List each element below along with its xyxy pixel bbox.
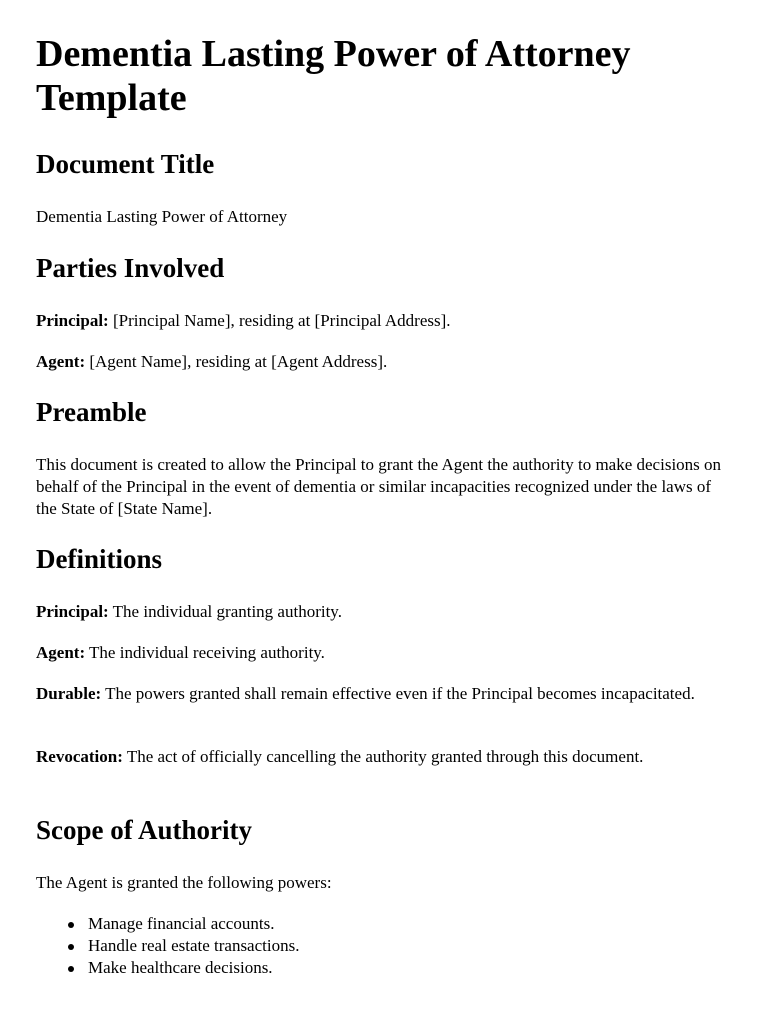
list-item: Make healthcare decisions. xyxy=(88,957,770,979)
definition-text: The individual granting authority. xyxy=(108,602,342,621)
definition-term: Principal: xyxy=(36,602,109,621)
definition-item xyxy=(36,746,726,768)
section-heading-document-title: Document Title xyxy=(36,149,215,179)
page-title: Dementia Lasting Power of Attorney Template xyxy=(36,33,631,119)
section-heading-scope: Scope of Authority xyxy=(36,815,252,845)
scope-intro: The Agent is granted the following powers: xyxy=(36,873,332,892)
definition-text: The powers granted shall remain effective even if the Principal becomes incapacitated. xyxy=(101,684,695,703)
definition-text: The act of officially cancelling the authority granted through this document. xyxy=(122,747,644,766)
definition-term: Revocation: xyxy=(36,747,123,766)
preamble-text: This document is created to allow the Principal to grant the Agent the authority to make decisions on behalf of the Principal in the event of dementia or similar incapacities recognized under the laws of the State of [State Name]. xyxy=(36,455,722,518)
document-title-text: Dementia Lasting Power of Attorney xyxy=(36,207,288,226)
list-item: Handle real estate transactions. xyxy=(88,935,770,957)
definition-term: Agent: xyxy=(36,643,86,662)
powers-list xyxy=(36,913,770,979)
definition-item xyxy=(36,642,726,664)
agent-text: [Agent Name], residing at [Agent Address]. xyxy=(85,352,388,371)
definition-text: The individual receiving authority. xyxy=(85,643,325,662)
definition-term: Durable: xyxy=(36,684,102,703)
section-heading-definitions: Definitions xyxy=(36,544,163,574)
principal-party xyxy=(36,310,726,332)
agent-party xyxy=(36,351,726,373)
principal-text: [Principal Name], residing at [Principal Address]. xyxy=(108,311,451,330)
definition-item xyxy=(36,683,726,705)
agent-label: Agent: xyxy=(36,352,86,371)
principal-label: Principal: xyxy=(36,311,109,330)
definition-item xyxy=(36,601,726,623)
section-heading-preamble: Preamble xyxy=(36,397,147,427)
section-heading-parties: Parties Involved xyxy=(36,253,225,283)
list-item: Manage financial accounts. xyxy=(88,913,770,935)
